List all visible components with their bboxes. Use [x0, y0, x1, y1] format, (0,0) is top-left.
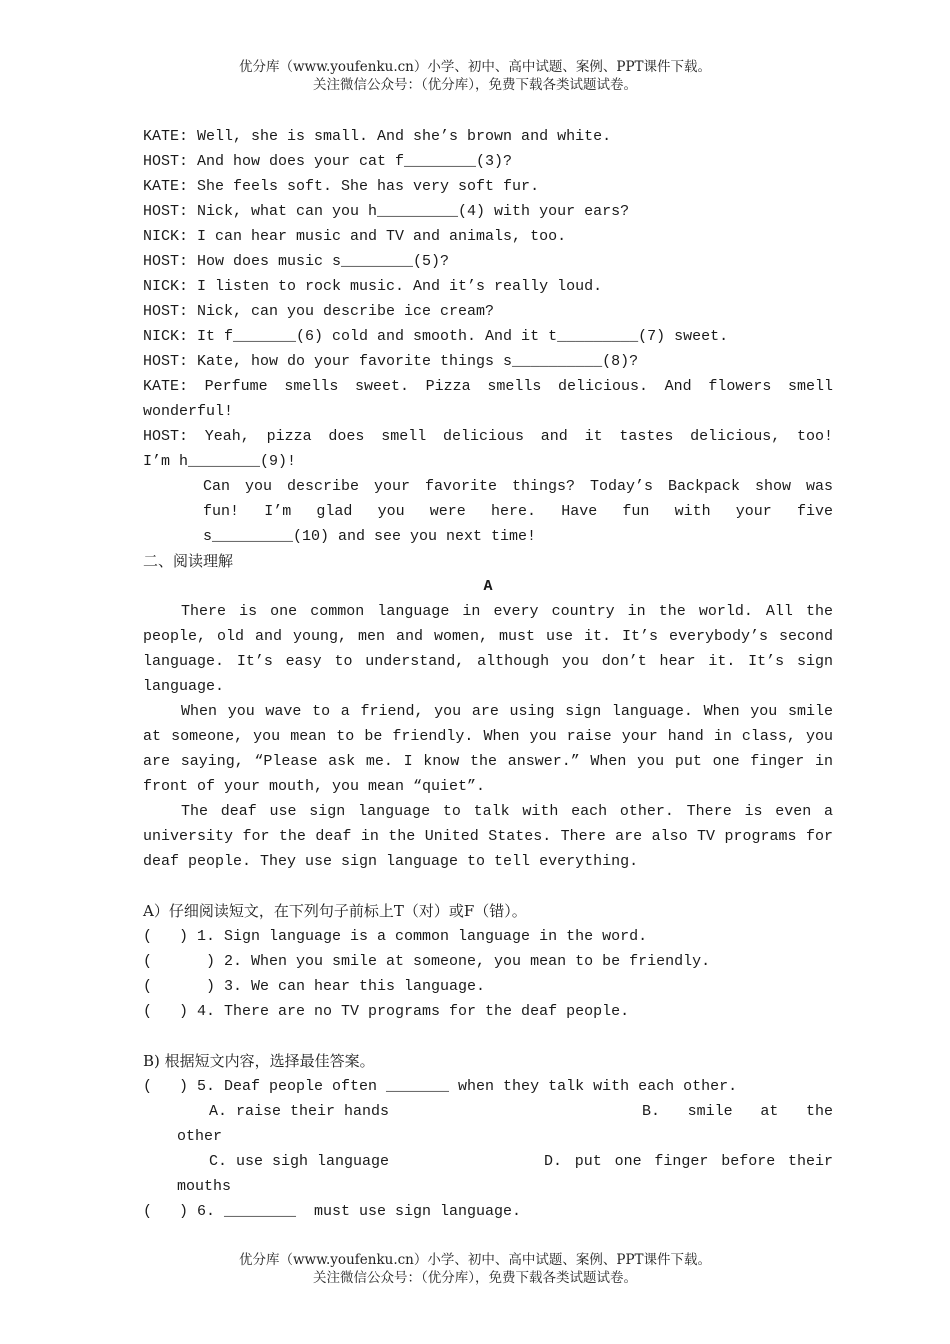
- dialogue-line: NICK: I can hear music and TV and animals, too.: [143, 228, 567, 245]
- header-line-2: 关注微信公众号：（优分库），免费下载各类试题试卷。: [313, 77, 637, 93]
- dialogue-line: I’m h________(9)!: [143, 453, 297, 470]
- option-d-continued: mouths: [177, 1178, 232, 1195]
- footer-line-1: 优分库（www.youfenku.cn）小学、初中、高中试题、案例、PPT课件下载。: [238, 1252, 712, 1268]
- closing-line: fun! I’m glad you were here. Have fun with your five: [203, 503, 833, 520]
- page-header: [0, 58, 950, 94]
- question-item: ( ) 3. We can hear this language.: [143, 978, 486, 995]
- dialogue-line: KATE: Perfume smells sweet. Pizza smells delicious. And flowers smell: [143, 378, 833, 395]
- part-a-instruction: A）仔细阅读短文，在下列句子前标上T（对）或F（错）。: [143, 902, 527, 920]
- dialogue-line: KATE: Well, she is small. And she’s brown and white.: [143, 128, 612, 145]
- option-row: [143, 1149, 833, 1174]
- dialogue-line: HOST: Yeah, pizza does smell delicious and it tastes delicious, too!: [143, 428, 833, 445]
- document-body: [143, 124, 833, 1224]
- section-title: 二、阅读理解: [143, 552, 234, 570]
- question-item: ( ) 5. Deaf people often _______ when they talk with each other.: [143, 1078, 738, 1095]
- closing-paragraph: [203, 474, 833, 549]
- dialogue-line: wonderful!: [143, 403, 234, 420]
- dialogue-line: NICK: It f_______(6) cold and smooth. And it t_________(7) sweet.: [143, 328, 729, 345]
- dialogue-line: HOST: Nick, what can you h_________(4) with your ears?: [143, 203, 630, 220]
- footer-line-2: 关注微信公众号：（优分库），免费下载各类试题试卷。: [313, 1270, 637, 1286]
- passage-label: A: [483, 578, 493, 595]
- option-b-continued: other: [177, 1128, 223, 1145]
- option-b: B. smile at the: [642, 1103, 833, 1120]
- option-c: C. use sigh language: [209, 1153, 390, 1170]
- part-b-instruction: B) 根据短文内容，选择最佳答案。: [143, 1052, 375, 1070]
- option-d: D. put one finger before their: [544, 1153, 833, 1170]
- question-item: ( ) 4. There are no TV programs for the deaf people.: [143, 1003, 630, 1020]
- dialogue-line: HOST: How does music s________(5)?: [143, 253, 450, 270]
- passage-paragraph: There is one common language in every country in the world. All the people, old and young, men and women, must use it. It’s everybody’s second language. It’s easy to understand, although you don’t hear it. It’s sign language.: [143, 603, 833, 695]
- closing-line: Can you describe your favorite things? Today’s Backpack show was: [203, 478, 833, 495]
- header-line-1: 优分库（www.youfenku.cn）小学、初中、高中试题、案例、PPT课件下载。: [238, 59, 712, 75]
- option-row: [143, 1099, 833, 1124]
- dialogue-line: NICK: I listen to rock music. And it’s really loud.: [143, 278, 603, 295]
- question-item: ( ) 6. ________ must use sign language.: [143, 1203, 522, 1220]
- question-item: ( ) 2. When you smile at someone, you mean to be friendly.: [143, 953, 711, 970]
- passage-paragraph: When you wave to a friend, you are using sign language. When you smile at someone, you mean to be friendly. When you raise your hand in class, you are saying, “Please ask me. I know the answer.” When you put one finger in front of your mouth, you mean “quiet”.: [143, 703, 833, 795]
- page-footer: [0, 1251, 950, 1287]
- option-a: A. raise their hands: [209, 1103, 390, 1120]
- dialogue-line: HOST: And how does your cat f________(3)?: [143, 153, 513, 170]
- closing-line: s_________(10) and see you next time!: [203, 528, 537, 545]
- passage-paragraph: The deaf use sign language to talk with each other. There is even a university for the deaf in the United States. There are also TV programs for deaf people. They use sign language to tell everything.: [143, 803, 833, 870]
- dialogue-line: HOST: Kate, how do your favorite things s__________(8)?: [143, 353, 639, 370]
- dialogue-line: KATE: She feels soft. She has very soft fur.: [143, 178, 540, 195]
- dialogue-line: HOST: Nick, can you describe ice cream?: [143, 303, 495, 320]
- question-item: ( ) 1. Sign language is a common language in the word.: [143, 928, 648, 945]
